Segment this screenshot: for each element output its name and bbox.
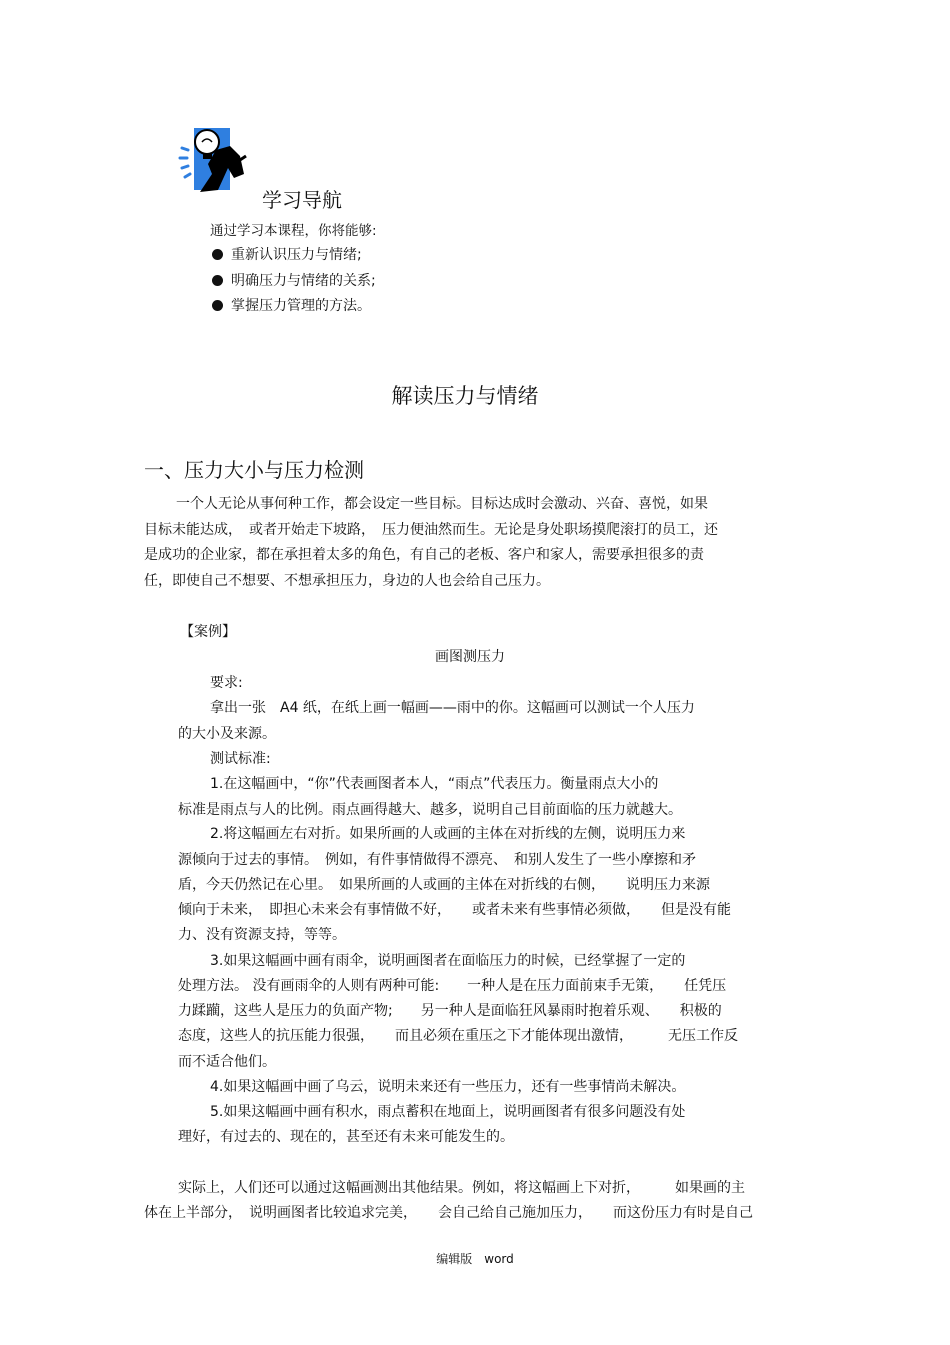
nav-bullet-item xyxy=(212,270,376,290)
case-line: 盾，今天仍然记在心里。 如果所画的人或画的主体在对折线的右侧， 说明压力来源 xyxy=(178,877,710,893)
case-line: 要求: xyxy=(210,675,243,691)
bullet-text: 重新认识压力与情绪; xyxy=(231,247,362,263)
case-line: 源倾向于过去的事情。 例如，有件事情做得不漂亮、 和别人发生了一些小摩擦和矛 xyxy=(178,852,696,868)
bullet-text: 明确压力与情绪的关系; xyxy=(231,273,376,289)
document-title: 解读压力与情绪 xyxy=(391,384,539,408)
case-title: 画图测压力 xyxy=(435,649,505,665)
nav-bullet-item xyxy=(212,244,362,264)
case-line: 拿出一张 A4 纸，在纸上画一幅画——雨中的你。这幅画可以测试一个人压力 xyxy=(210,700,695,716)
lightbulb-figure-icon xyxy=(176,120,266,192)
case-line: 的大小及来源。 xyxy=(178,726,276,742)
case-line: 而不适合他们。 xyxy=(178,1054,276,1070)
case-line: 倾向于未来， 即担心未来会有事情做不好， 或者未来有些事情必须做， 但是没有能 xyxy=(178,902,731,918)
paragraph-line: 实际上，人们还可以通过这幅画测出其他结果。例如，将这幅画上下对折， 如果画的主 xyxy=(178,1180,745,1196)
paragraph-line: 目标未能达成， 或者开始走下坡路， 压力便油然而生。无论是身处职场摸爬滚打的员工，还 xyxy=(144,522,718,538)
section-title: 一、压力大小与压力检测 xyxy=(144,458,364,482)
case-line: 测试标准: xyxy=(210,751,271,767)
case-line: 1.在这幅画中，“你”代表画图者本人，“雨点”代表压力。衡量雨点大小的 xyxy=(210,776,659,792)
case-line: 态度，这些人的抗压能力很强， 而且必须在重压之下才能体现出激情， 无压工作反 xyxy=(178,1028,738,1044)
paragraph-line: 任，即使自己不想要、不想承担压力，身边的人也会给自己压力。 xyxy=(144,573,550,589)
case-line: 2.将这幅画左右对折。如果所画的人或画的主体在对折线的左侧，说明压力来 xyxy=(210,826,686,842)
bullet-icon xyxy=(212,249,223,260)
nav-title: 学习导航 xyxy=(262,188,342,212)
bullet-text: 掌握压力管理的方法。 xyxy=(231,298,371,314)
paragraph-line: 体在上半部分， 说明画图者比较追求完美， 会自己给自己施加压力， 而这份压力有时是自己 xyxy=(144,1205,753,1221)
paragraph-line: 是成功的企业家，都在承担着太多的角色，有自己的老板、客户和家人，需要承担很多的责 xyxy=(144,547,704,563)
case-line: 理好，有过去的、现在的，甚至还有未来可能发生的。 xyxy=(178,1129,514,1145)
bullet-icon xyxy=(212,275,223,286)
nav-intro: 通过学习本课程，你将能够: xyxy=(210,223,377,239)
case-line: 5.如果这幅画中画有积水，雨点蓄积在地面上，说明画图者有很多问题没有处 xyxy=(210,1104,686,1120)
case-line: 4.如果这幅画中画了乌云，说明未来还有一些压力，还有一些事情尚未解决。 xyxy=(210,1079,686,1095)
case-line: 3.如果这幅画中画有雨伞，说明画图者在面临压力的时候，已经掌握了一定的 xyxy=(210,953,686,969)
case-line: 力、没有资源支持，等等。 xyxy=(178,927,346,943)
case-line: 处理方法。 没有画雨伞的人则有两种可能: 一种人是在压力面前束手无策， 任凭压 xyxy=(178,978,727,994)
page-footer: 编辑版 word xyxy=(436,1252,514,1266)
case-label: 【案例】 xyxy=(180,624,236,640)
case-line: 力蹂躏，这些人是压力的负面产物; 另一种人是面临狂风暴雨时抱着乐观、 积极的 xyxy=(178,1003,722,1019)
paragraph-line: 一个人无论从事何种工作，都会设定一些目标。目标达成时会激动、兴奋、喜悦，如果 xyxy=(176,496,708,512)
case-line: 标准是雨点与人的比例。雨点画得越大、越多，说明自己目前面临的压力就越大。 xyxy=(178,802,682,818)
nav-bullet-item xyxy=(212,295,371,315)
bullet-icon xyxy=(212,300,223,311)
